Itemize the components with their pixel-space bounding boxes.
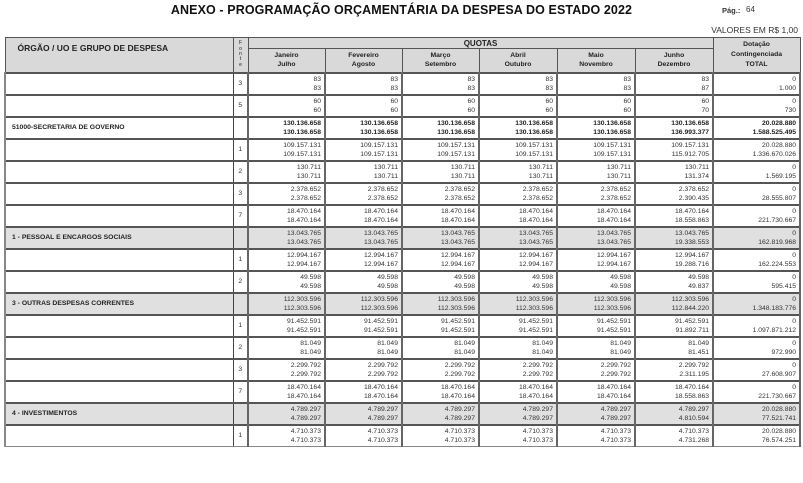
quota-cell: 130.711 131.374 <box>635 161 713 183</box>
quota-cell: 112.303.596 112.303.596 <box>402 293 479 315</box>
quota-cell: 112.303.596 112.844.220 <box>635 293 713 315</box>
table-row <box>5 205 800 227</box>
quota-cell: 2.299.792 2.299.792 <box>402 359 479 381</box>
quota-cell: 18.470.164 18.470.164 <box>402 381 479 403</box>
quota-cell: 81.049 81.049 <box>402 337 479 359</box>
row-fonte <box>233 293 248 315</box>
quota-cell: 18.470.164 18.470.164 <box>325 205 402 227</box>
quota-cell: 4.710.373 4.710.373 <box>248 425 325 447</box>
quota-cell: 109.157.131 109.157.131 <box>479 139 557 161</box>
fonte-letter: o <box>239 45 242 52</box>
quota-cell: 18.470.164 18.470.164 <box>325 381 402 403</box>
quota-cell: 2.299.792 2.299.792 <box>325 359 402 381</box>
fonte-letter: t <box>239 56 242 63</box>
quota-cell: 83 83 <box>402 73 479 95</box>
quota-cell: 12.994.167 12.994.167 <box>479 249 557 271</box>
header-month-2: Março Setembro <box>402 49 479 73</box>
dotacao-cell: 0 730 <box>713 95 800 117</box>
row-label <box>5 73 233 95</box>
page-label: Pág.: <box>722 6 741 15</box>
quota-cell: 4.710.373 4.731.268 <box>635 425 713 447</box>
quota-cell: 49.598 49.598 <box>402 271 479 293</box>
quota-cell: 130.711 130.711 <box>248 161 325 183</box>
quota-cell: 18.470.164 18.470.164 <box>248 205 325 227</box>
row-label: 3 - OUTRAS DESPESAS CORRENTES <box>5 293 233 315</box>
quota-cell: 130.136.658 130.136.658 <box>479 117 557 139</box>
quota-cell: 18.470.164 18.558.863 <box>635 381 713 403</box>
row-label <box>5 183 233 205</box>
dotacao-cell: 0 972.990 <box>713 337 800 359</box>
currency-note: VALORES EM R$ 1,00 <box>711 25 798 35</box>
row-fonte: 2 <box>233 161 248 183</box>
quota-cell: 60 60 <box>479 95 557 117</box>
quota-cell: 4.789.297 4.789.297 <box>402 403 479 425</box>
table-row <box>5 271 800 293</box>
header-month-5: Junho Dezembro <box>635 49 713 73</box>
quota-cell: 4.789.297 4.789.297 <box>557 403 635 425</box>
quota-cell: 2.299.792 2.311.195 <box>635 359 713 381</box>
row-label <box>5 249 233 271</box>
dotacao-cell: 20.028.880 76.574.251 <box>713 425 800 447</box>
quota-cell: 2.299.792 2.299.792 <box>248 359 325 381</box>
quota-cell: 18.470.164 18.470.164 <box>479 205 557 227</box>
quota-cell: 4.710.373 4.710.373 <box>402 425 479 447</box>
quota-cell: 12.994.167 12.994.167 <box>325 249 402 271</box>
quota-cell: 4.710.373 4.710.373 <box>325 425 402 447</box>
quota-cell: 81.049 81.049 <box>248 337 325 359</box>
quota-cell: 60 60 <box>557 95 635 117</box>
row-fonte: 2 <box>233 337 248 359</box>
row-label <box>5 337 233 359</box>
quota-cell: 91.452.591 91.452.591 <box>248 315 325 337</box>
table-row <box>5 425 800 447</box>
quota-cell: 2.378.652 2.390.435 <box>635 183 713 205</box>
row-fonte <box>233 403 248 425</box>
table-row <box>5 337 800 359</box>
page-number: 64 <box>746 5 755 14</box>
row-fonte: 2 <box>233 271 248 293</box>
dotacao-cell: 0 162.224.553 <box>713 249 800 271</box>
row-label <box>5 315 233 337</box>
quota-cell: 60 70 <box>635 95 713 117</box>
quota-cell: 109.157.131 109.157.131 <box>557 139 635 161</box>
quota-cell: 2.299.792 2.299.792 <box>557 359 635 381</box>
quota-cell: 49.598 49.598 <box>325 271 402 293</box>
quota-cell: 4.789.297 4.810.594 <box>635 403 713 425</box>
quota-cell: 18.470.164 18.470.164 <box>479 381 557 403</box>
quota-cell: 18.470.164 18.470.164 <box>557 381 635 403</box>
quota-cell: 13.043.765 13.043.765 <box>479 227 557 249</box>
quota-cell: 91.452.591 91.452.591 <box>325 315 402 337</box>
table-row <box>5 227 800 249</box>
quota-cell: 60 60 <box>325 95 402 117</box>
row-label <box>5 425 233 447</box>
dotacao-cell: 0 162.819.968 <box>713 227 800 249</box>
quota-cell: 130.136.658 130.136.658 <box>325 117 402 139</box>
quota-cell: 2.378.652 2.378.652 <box>402 183 479 205</box>
dotacao-cell: 20.028.880 1.588.525.495 <box>713 117 800 139</box>
row-label <box>5 381 233 403</box>
table-row <box>5 139 800 161</box>
dotacao-cell: 0 221.730.667 <box>713 205 800 227</box>
header-fonte <box>233 38 248 73</box>
table-row <box>5 117 800 139</box>
quota-cell: 4.789.297 4.789.297 <box>325 403 402 425</box>
quota-cell: 81.049 81.049 <box>325 337 402 359</box>
dotacao-cell: 20.028.880 77.521.741 <box>713 403 800 425</box>
dotacao-cell: 0 1.569.195 <box>713 161 800 183</box>
dotacao-cell: 0 1.348.183.776 <box>713 293 800 315</box>
row-label: 51000-SECRETARIA DE GOVERNO <box>5 117 233 139</box>
dotacao-cell: 0 1.097.871.212 <box>713 315 800 337</box>
quota-cell: 112.303.596 112.303.596 <box>479 293 557 315</box>
report-title: ANEXO - PROGRAMAÇÃO ORÇAMENTÁRIA DA DESPESA DO ESTADO 2022 <box>170 3 633 17</box>
quota-cell: 109.157.131 109.157.131 <box>248 139 325 161</box>
fonte-letter: n <box>239 51 242 58</box>
quota-cell: 4.710.373 4.710.373 <box>479 425 557 447</box>
row-label <box>5 139 233 161</box>
quota-cell: 2.378.652 2.378.652 <box>325 183 402 205</box>
quota-cell: 112.303.596 112.303.596 <box>325 293 402 315</box>
budget-table <box>4 37 801 447</box>
row-fonte: 5 <box>233 95 248 117</box>
quota-cell: 2.299.792 2.299.792 <box>479 359 557 381</box>
row-label <box>5 161 233 183</box>
table-row <box>5 381 800 403</box>
row-fonte: 1 <box>233 315 248 337</box>
quota-cell: 81.049 81.451 <box>635 337 713 359</box>
quota-cell: 12.994.167 12.994.167 <box>557 249 635 271</box>
quota-cell: 13.043.765 19.338.553 <box>635 227 713 249</box>
quota-cell: 109.157.131 115.912.705 <box>635 139 713 161</box>
quota-cell: 91.452.591 91.452.591 <box>479 315 557 337</box>
header-month-1: Fevereiro Agosto <box>325 49 402 73</box>
quota-cell: 18.470.164 18.558.863 <box>635 205 713 227</box>
quota-cell: 83 87 <box>635 73 713 95</box>
row-label <box>5 95 233 117</box>
quota-cell: 130.711 130.711 <box>402 161 479 183</box>
quota-cell: 130.136.658 130.136.658 <box>248 117 325 139</box>
quota-cell: 81.049 81.049 <box>557 337 635 359</box>
quota-cell: 49.598 49.837 <box>635 271 713 293</box>
row-label <box>5 271 233 293</box>
quota-cell: 91.452.591 91.452.591 <box>402 315 479 337</box>
dotacao-cell: 0 595.415 <box>713 271 800 293</box>
row-label <box>5 205 233 227</box>
quota-cell: 60 60 <box>248 95 325 117</box>
quota-cell: 12.994.167 19.288.716 <box>635 249 713 271</box>
table-row <box>5 161 800 183</box>
quota-cell: 109.157.131 109.157.131 <box>325 139 402 161</box>
header-orgao: ÓRGÃO / UO E GRUPO DE DESPESA <box>5 38 233 73</box>
quota-cell: 12.994.167 12.994.167 <box>248 249 325 271</box>
table-row <box>5 73 800 95</box>
quota-cell: 130.711 130.711 <box>325 161 402 183</box>
quota-cell: 83 83 <box>557 73 635 95</box>
row-fonte: 3 <box>233 359 248 381</box>
row-fonte: 1 <box>233 249 248 271</box>
quota-cell: 12.994.167 12.994.167 <box>402 249 479 271</box>
quota-cell: 130.136.658 130.136.658 <box>402 117 479 139</box>
quota-cell: 109.157.131 109.157.131 <box>402 139 479 161</box>
quota-cell: 4.710.373 4.710.373 <box>557 425 635 447</box>
row-fonte <box>233 227 248 249</box>
row-label: 4 - INVESTIMENTOS <box>5 403 233 425</box>
quota-cell: 130.136.658 136.993.377 <box>635 117 713 139</box>
quota-cell: 83 83 <box>325 73 402 95</box>
dotacao-cell: 0 1.000 <box>713 73 800 95</box>
header-month-3: Abril Outubro <box>479 49 557 73</box>
quota-cell: 49.598 49.598 <box>557 271 635 293</box>
table-row <box>5 315 800 337</box>
quota-cell: 112.303.596 112.303.596 <box>557 293 635 315</box>
dotacao-cell: 0 221.730.667 <box>713 381 800 403</box>
quota-cell: 83 83 <box>248 73 325 95</box>
quota-cell: 2.378.652 2.378.652 <box>479 183 557 205</box>
row-fonte: 7 <box>233 381 248 403</box>
table-row <box>5 293 800 315</box>
dotacao-cell: 0 27.608.907 <box>713 359 800 381</box>
quota-cell: 49.598 49.598 <box>479 271 557 293</box>
header-month-4: Maio Novembro <box>557 49 635 73</box>
quota-cell: 112.303.596 112.303.596 <box>248 293 325 315</box>
quota-cell: 18.470.164 18.470.164 <box>248 381 325 403</box>
row-fonte: 3 <box>233 73 248 95</box>
quota-cell: 13.043.765 13.043.765 <box>557 227 635 249</box>
quota-cell: 60 60 <box>402 95 479 117</box>
quota-cell: 91.452.591 91.892.711 <box>635 315 713 337</box>
quota-cell: 91.452.591 91.452.591 <box>557 315 635 337</box>
quota-cell: 4.789.297 4.789.297 <box>479 403 557 425</box>
row-fonte: 1 <box>233 139 248 161</box>
row-fonte <box>233 117 248 139</box>
dotacao-cell: 20.028.880 1.336.670.026 <box>713 139 800 161</box>
row-label: 1 - PESSOAL E ENCARGOS SOCIAIS <box>5 227 233 249</box>
table-row <box>5 359 800 381</box>
quota-cell: 83 83 <box>479 73 557 95</box>
quota-cell: 2.378.652 2.378.652 <box>557 183 635 205</box>
quota-cell: 13.043.765 13.043.765 <box>402 227 479 249</box>
fonte-letter: e <box>239 61 242 68</box>
row-fonte: 7 <box>233 205 248 227</box>
quota-cell: 13.043.765 13.043.765 <box>325 227 402 249</box>
quota-cell: 13.043.765 13.043.765 <box>248 227 325 249</box>
table-row <box>5 183 800 205</box>
quota-cell: 49.598 49.598 <box>248 271 325 293</box>
table-row <box>5 249 800 271</box>
row-fonte: 1 <box>233 425 248 447</box>
row-fonte: 3 <box>233 183 248 205</box>
quota-cell: 18.470.164 18.470.164 <box>557 205 635 227</box>
fonte-letter: F <box>238 40 243 47</box>
header-quotas: QUOTAS <box>248 38 713 49</box>
dotacao-cell: 0 28.555.807 <box>713 183 800 205</box>
quota-cell: 4.789.297 4.789.297 <box>248 403 325 425</box>
table-row <box>5 95 800 117</box>
header-month-0: Janeiro Julho <box>248 49 325 73</box>
row-label <box>5 359 233 381</box>
quota-cell: 81.049 81.049 <box>479 337 557 359</box>
table-row <box>5 403 800 425</box>
quota-cell: 130.136.658 130.136.658 <box>557 117 635 139</box>
quota-cell: 18.470.164 18.470.164 <box>402 205 479 227</box>
quota-cell: 130.711 130.711 <box>557 161 635 183</box>
quota-cell: 2.378.652 2.378.652 <box>248 183 325 205</box>
header-dotacao: Dotação Contingenciada TOTAL <box>713 38 800 73</box>
quota-cell: 130.711 130.711 <box>479 161 557 183</box>
